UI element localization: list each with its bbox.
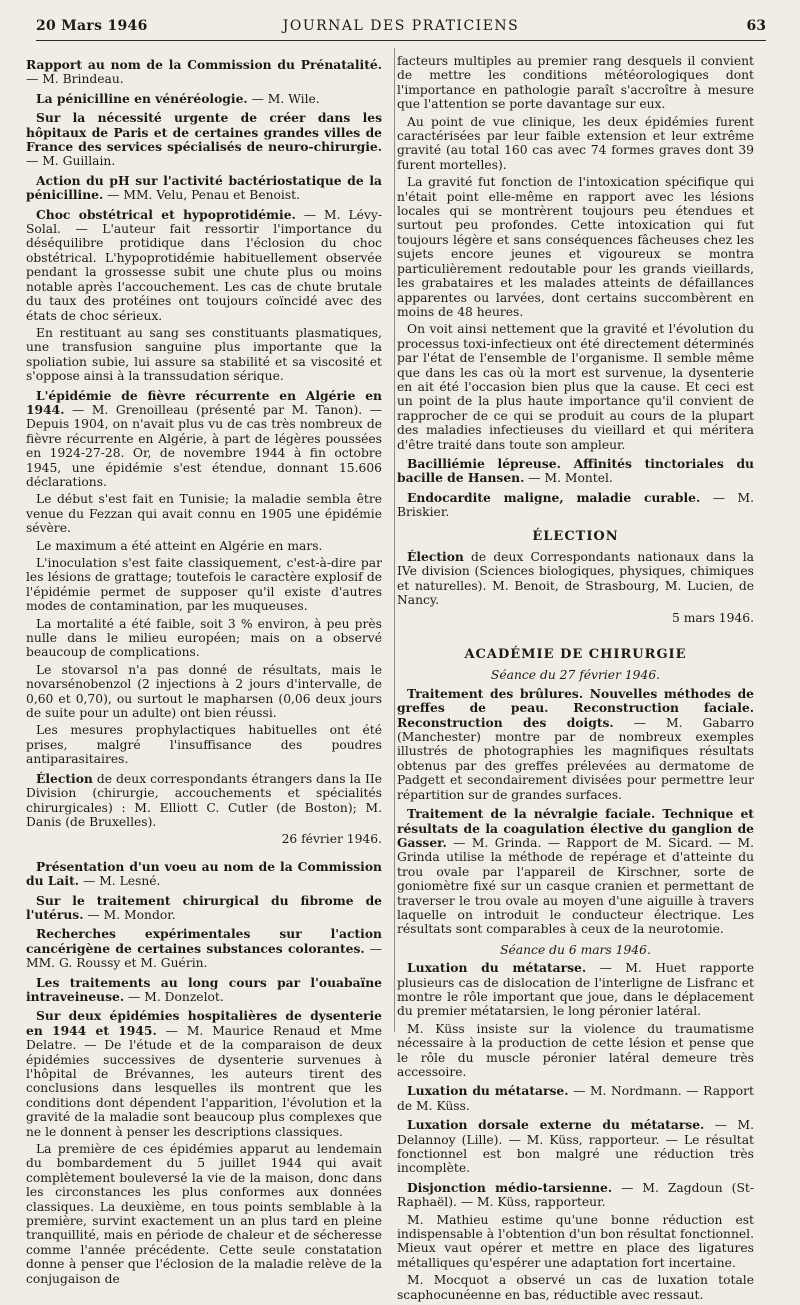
body-paragraph: Le maximum a été atteint en Algérie en mars. bbox=[36, 538, 323, 553]
column-divider bbox=[394, 48, 395, 1032]
entry-paragraph: Recherches expérimentales sur l'action cancérigène de certaines substances colorantes. — MM. G. Roussy et M. Guérin. bbox=[26, 926, 382, 971]
body-paragraph: Le stovarsol n'a pas donné de résultats, mais le novarsénobenzol (2 injections à 2 jours d'intervalle, de 0,60 et 0,70), ou surtout le mapharsen (0,06 deux jours de suite pour un adulte) ont bien réussi. bbox=[26, 662, 382, 721]
academie-heading: ACADÉMIE DE CHIRURGIE bbox=[464, 647, 687, 663]
entry-paragraph: Endocardite maligne, maladie curable. — M. Briskier. bbox=[397, 489, 754, 520]
entry-paragraph: Sur la nécessité urgente de créer dans les hôpitaux de Paris et de certaines grandes villes de France des services spécialisés de neuro-chirurgie. — M. Guillain. bbox=[26, 110, 382, 169]
body-paragraph: M. Mocquot a observé un cas de luxation totale scaphocunéenne en bas, réductible avec ressaut. bbox=[397, 1273, 754, 1302]
entry-paragraph: Luxation du métatarse. — M. Huet rapporte plusieurs cas de dislocation de l'interligne de Lisfranc et montre le rôle important que joue, dans le déplacement du premier métatarsien, le long péronier latéral. bbox=[397, 960, 755, 1019]
entry-paragraph: Luxation du métatarse. — M. Nordmann. — Rapport de M. Küss. bbox=[397, 1083, 754, 1113]
election-paragraph: Élection de deux Correspondants nationaux dans la IVe division (Sciences biologiques, physiques, chimiques et naturelles). M. Benoit, de Strasbourg, M. Lucien, de Nancy. bbox=[397, 549, 754, 608]
election-dateline: 5 mars 1946. bbox=[671, 610, 754, 625]
body-paragraph: M. Mathieu estime qu'une bonne réduction est indispensable à l'obtention d'un bon résultat fonctionnel. Mieux vaut opérer et mettre en place des ligatures métalliques qu'espérer une adaptation fort incertaine. bbox=[397, 1212, 754, 1270]
entry-paragraph: Les traitements au long cours par l'ouabaïne intraveineuse. — M. Donzelot. bbox=[26, 974, 382, 1004]
election-heading: ÉLECTION bbox=[532, 528, 619, 544]
issue-date: 20 Mars 1946 bbox=[36, 18, 148, 34]
entry-paragraph: Sur deux épidémies hospitalières de dysenterie en 1944 et 1945. — M. Maurice Renaud et Mme Delatre. — De l'étude et de la comparaison de deux épidémies successives de dysenterie survenues à l'hôpital de Brévannes, les auteurs tirent des conclusions dans lesquelles ils montrent que les conditions dont dépendent l'apparition, l'évolution et la gravité de la maladie sont beaucoup plus complexes que ne le donnent à penser les descriptions classiques. bbox=[26, 1008, 382, 1139]
journal-title: JOURNAL DES PRATICIENS bbox=[282, 18, 520, 34]
left-column bbox=[26, 58, 382, 1289]
entry-paragraph: Choc obstétrical et hypoprotidémie. — M. Lévy-Solal. — L'auteur fait ressortir l'importance du déséquilibre protidique dans l'éclosion du choc obstétrical. L'hypoprotidémie habituellement observée pendant la grossesse subit une chute plus ou moins notable après l'accouchement. Les cas de chute brutale du taux des protéines ont toujours coïncidé avec des états de choc sérieux. bbox=[26, 206, 382, 323]
entry-paragraph: L'épidémie de fièvre récurrente en Algérie en 1944. — M. Grenoilleau (présenté par M. Tanon). — Depuis 1904, on n'avait plus vu de cas très nombreux de fièvre récurrente en Algérie, à part de légères poussées en 1924-27-28. Or, de novembre 1944 à fin octobre 1945, une épidémie s'est étendue, donnant 15.606 déclarations. bbox=[26, 387, 382, 489]
body-paragraph: L'inoculation s'est faite classiquement, c'est-à-dire par les lésions de grattage; toutefois le caractère explosif de l'épidémie permet de supposer qu'il existe d'autres modes de contamination, par les muqueuses. bbox=[26, 556, 382, 614]
entry-paragraph: Rapport au nom de la Commission du Prénatalité. — M. Brindeau. bbox=[26, 57, 382, 87]
right-column bbox=[397, 54, 754, 1305]
body-paragraph: La gravité fut fonction de l'intoxication spécifique qui n'était point elle-même en rapport avec les lésions locales qui se montrèrent toujours peu étendues et surtout peu profondes. Cette intoxication qui fut toujours légère et sans conséquences fâcheuses chez les sujets encore jeunes et vigoureux se montra particulièrement redoutable pour les grands vieillards, les grabataires et les malades atteints de défaillances apparentes ou larvées, dont certains succombèrent en moins de 48 heures. bbox=[397, 175, 754, 319]
session-date: Séance du 27 février 1946. bbox=[490, 668, 661, 683]
entry-paragraph: Bacilliémie lépreuse. Affinités tinctoriales du bacille de Hansen. — M. Montel. bbox=[397, 455, 754, 486]
body-paragraph: facteurs multiples au premier rang desquels il convient de mettre les conditions météorologiques dont l'importance en pathologie paraît s'accroître à mesure que l'attention se porte davantage sur eux. bbox=[397, 54, 754, 112]
body-paragraph: La mortalité a été faible, soit 3 % environ, à peu près nulle dans le milieu européen; mais on a observé beaucoup de complications. bbox=[26, 616, 382, 660]
body-paragraph: Les mesures prophylactiques habituelles ont été prises, malgré l'insuffisance des poudres antiparasitaires. bbox=[26, 723, 382, 767]
entry-paragraph: Présentation d'un voeu au nom de la Commission du Lait. — M. Lesné. bbox=[26, 858, 382, 889]
body-paragraph: Le début s'est fait en Tunisie; la maladie sembla être venue du Fezzan qui avait connu en 1905 une épidémie sévère. bbox=[26, 492, 382, 536]
entry-paragraph: Traitement de la névralgie faciale. Technique et résultats de la coagulation élective du ganglion de Gasser. — M. Grinda. — Rapport de M. Sicard. — M. Grinda utilise la méthode de repérage et d'atteinte du trou ovale par l'appareil de Kirschner, sorte de goniomètre fixé sur un casque cranien et permettant de traverser le trou ovale au moyen d'une aiguille à travers laquelle on introduit le conducteur électrique. Les résultats sont comparables à ceux de la neurotomie. bbox=[397, 806, 754, 937]
entry-paragraph: Élection de deux correspondants étrangers dans la IIe Division (chirurgie, accouchements et spécialités chirurgicales) : M. Elliott C. Cutler (de Boston); M. Danis (de Bruxelles). bbox=[26, 770, 382, 829]
page-number: 63 bbox=[746, 18, 766, 34]
body-paragraph: M. Küss insiste sur la violence du traumatisme nécessaire à la production de cette lésion et pense que le rôle du muscle péronier latéral demeure très accessoire. bbox=[397, 1021, 754, 1079]
entry-paragraph: Sur le traitement chirurgical du fibrome de l'utérus. — M. Mondor. bbox=[26, 892, 382, 922]
session-date: Séance du 6 mars 1946. bbox=[500, 942, 651, 957]
body-paragraph: En restituant au sang ses constituants plasmatiques, une transfusion sanguine plus importante que la spoliation subie, lui assure sa stabilité et sa viscosité et s'oppose ainsi à la transsudation sérique. bbox=[26, 325, 382, 384]
entry-paragraph: Action du pH sur l'activité bactériostatique de la pénicilline. — MM. Velu, Penau et Benoist. bbox=[26, 172, 382, 203]
running-header bbox=[36, 12, 766, 38]
body-paragraph: Au point de vue clinique, les deux épidémies furent caractérisées par leur faible extension et leur extrême gravité (au total 160 cas avec 74 formes graves dont 39 furent mortelles). bbox=[397, 114, 754, 172]
body-paragraph: On voit ainsi nettement que la gravité et l'évolution du processus toxi-infectieux ont été directement déterminés par l'état de l'ensemble de l'organisme. Il semble même que dans les cas où la mort est survenue, la dysenterie en ait été l'occasion bien plus que la cause. Et ceci est un point de la plus haute importance qu'il convient de rapprocher de ce qui se produit au cours de la plupart des maladies infectieuses du vieillard et qui méritera d'être traité dans toute son ampleur. bbox=[397, 322, 754, 452]
dateline: 26 février 1946. bbox=[281, 832, 382, 847]
entry-paragraph: Disjonction médio-tarsienne. — M. Zagdoun (St-Raphaël). — M. Küss, rapporteur. bbox=[397, 1179, 754, 1210]
entry-paragraph: La pénicilline en vénéréologie. — M. Wile. bbox=[36, 90, 320, 106]
body-paragraph: La première de ces épidémies apparut au lendemain du bombardement du 5 juillet 1944 qui avait complètement bouleversé la vie de la maison, donc dans les circonstances les plus conformes aux données classiques. La deuxième, en tous points semblable à la première, survint exactement un an plus tard en pleine tranquillité, mais en période de chaleur et de sécheresse comme l'année précédente. Cette seule constatation donne à penser que l'éclosion de la maladie relève de la conjugaison de bbox=[26, 1142, 382, 1286]
entry-paragraph: Traitement des brûlures. Nouvelles méthodes de greffes de peau. Reconstruction faciale. Reconstruction des doigts. — M. Gabarro (Manchester) montre par de nombreux exemples illustrés de photographies les magnifiques résultats obtenus par des greffes prélevées au dermatome de Padgett et secondairement divisées pour permettre leur répartition sur de grandes surfaces. bbox=[397, 685, 754, 802]
entry-paragraph: Luxation dorsale externe du métatarse. — M. Delannoy (Lille). — M. Küss, rapporteur. — Le résultat fonctionnel est bon malgré une réduction très incomplète. bbox=[397, 1117, 754, 1176]
header-rule bbox=[36, 40, 766, 41]
spacer bbox=[397, 628, 754, 638]
